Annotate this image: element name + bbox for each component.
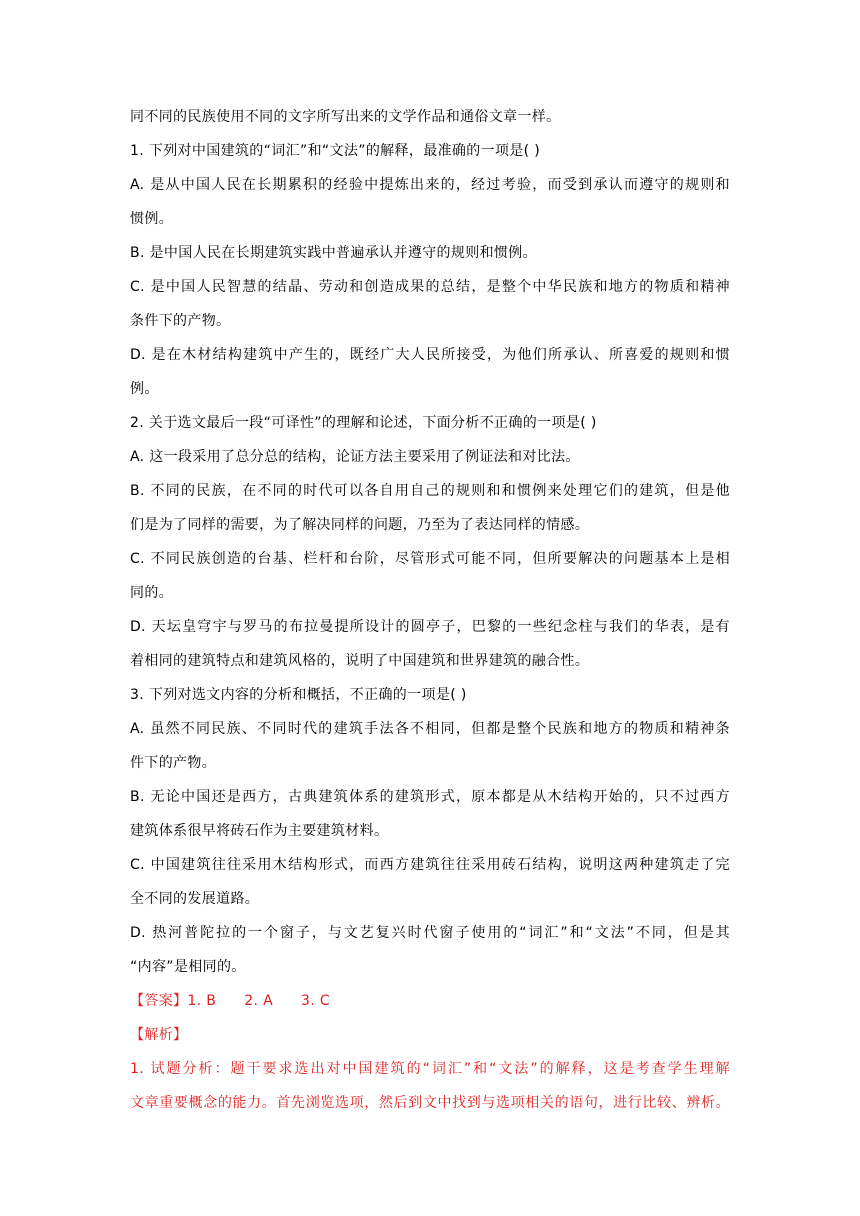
text-line: A. 是从中国人民在长期累积的经验中提炼出来的，经过考验，而受到承认而遵守的规则和 [130,177,730,193]
text-line: B. 是中国人民在长期建筑实践中普遍承认并遵守的规则和惯例。 [130,245,538,261]
text-line: 例。 [130,381,159,397]
text-line: 1. 试题分析：题干要求选出对中国建筑的“词汇”和“文法”的解释，这是考查学生理解 [130,1061,730,1077]
text-line: D. 是在木材结构建筑中产生的，既经广大人民所接受，为他们所承认、所喜爱的规则和惯 [130,347,730,363]
text-line: A. 虽然不同民族、不同时代的建筑手法各不相同，但都是整个民族和地方的物质和精神条 [130,721,730,737]
text-line: 着相同的建筑特点和建筑风格的，说明了中国建筑和世界建筑的融合性。 [130,653,590,669]
text-line: 同的。 [130,585,174,601]
text-line: 条件下的产物。 [130,313,231,329]
text-line: 同不同的民族使用不同的文字所写出来的文学作品和通俗文章一样。 [130,109,561,125]
text-line: 1. 下列对中国建筑的“词汇”和“文法”的解释，最准确的一项是( ) [130,143,541,159]
text-line: D. 热河普陀拉的一个窗子，与文艺复兴时代窗子使用的“词汇”和“文法”不同，但是其 [130,925,730,941]
text-line: 2. 关于选文最后一段“可译性”的理解和论述，下面分析不正确的一项是( ) [130,415,597,431]
document-page [130,100,730,1120]
text-line: A. 这一段采用了总分总的结构，论证方法主要采用了例证法和对比法。 [130,449,580,465]
answer-item-1: 1. B [187,993,217,1009]
text-line: B. 不同的民族，在不同的时代可以各自用自己的规则和和惯例来处理它们的建筑，但是他 [130,483,730,499]
text-line: D. 天坛皇穹宇与罗马的布拉曼提所设计的圆亭子，巴黎的一些纪念柱与我们的华表，是有 [130,619,730,635]
analysis-label: 【解析】 [130,1027,188,1043]
text-line: 们是为了同样的需要，为了解决同样的问题，乃至为了表达同样的情感。 [130,517,590,533]
text-line: C. 不同民族创造的台基、栏杆和台阶，尽管形式可能不同，但所要解决的问题基本上是相 [130,551,730,567]
text-line: 件下的产物。 [130,755,217,771]
analysis-text [130,1052,730,1120]
text-line: C. 中国建筑往往采用木结构形式，而西方建筑往往采用砖石结构，说明这两种建筑走了完 [130,857,730,873]
text-line: B. 无论中国还是西方，古典建筑体系的建筑形式，原本都是从木结构开始的，只不过西方 [130,789,730,805]
text-line: 建筑体系很早将砖石作为主要建筑材料。 [130,823,389,839]
question-text [130,100,730,984]
text-line: 文章重要概念的能力。首先浏览选项，然后到文中找到与选项相关的语句，进行比较、辨析。 [130,1095,730,1111]
text-line: 全不同的发展道路。 [130,891,260,907]
text-line: 惯例。 [130,211,174,227]
answer-line [130,984,730,1018]
text-line: “内容”是相同的。 [130,959,246,975]
text-line: C. 是中国人民智慧的结晶、劳动和创造成果的总结，是整个中华民族和地方的物质和精神 [130,279,730,295]
answer-label: 【答案】 [130,993,188,1009]
answer-item-3: 3. C [301,993,330,1009]
answer-item-2: 2. A [244,993,274,1009]
text-line: 3. 下列对选文内容的分析和概括，不正确的一项是( ) [130,687,467,703]
